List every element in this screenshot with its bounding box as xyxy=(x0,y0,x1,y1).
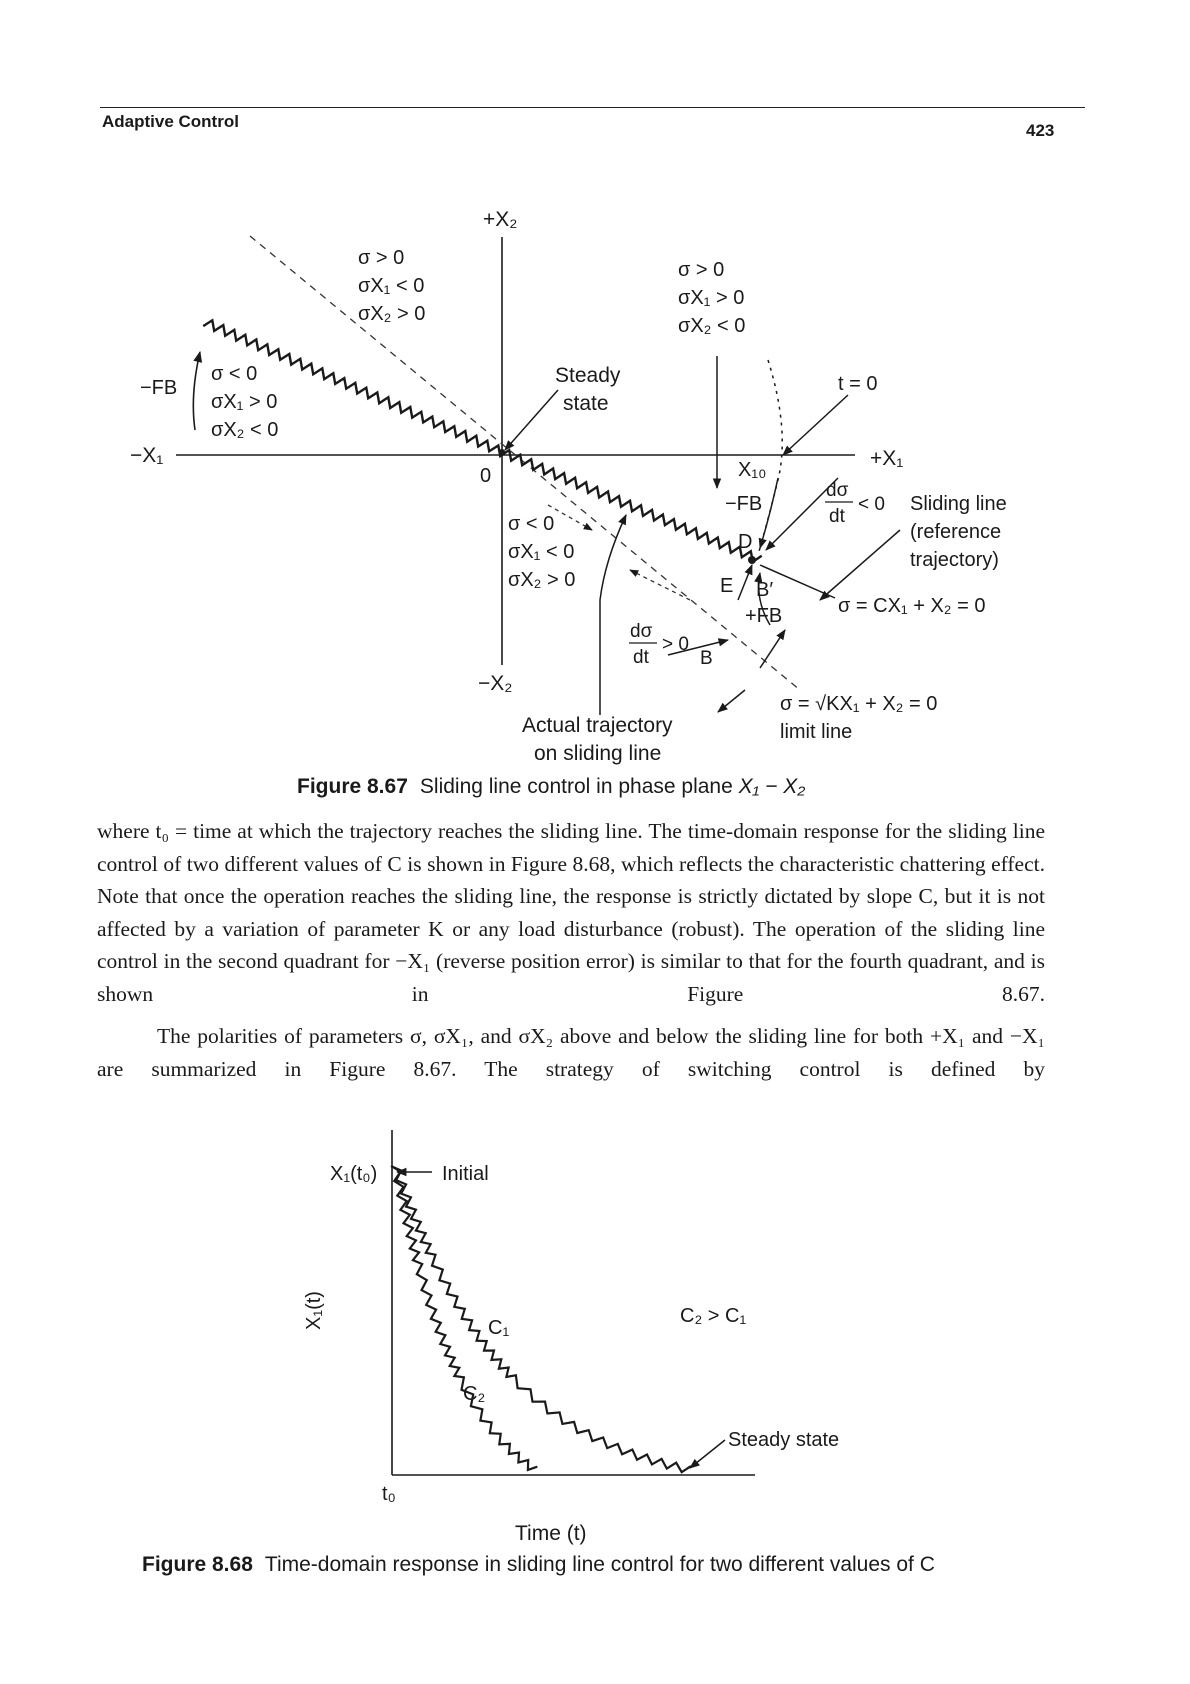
phase-plane-figure xyxy=(130,208,1007,765)
q4-bottom-3: σX₂ > 0 xyxy=(508,569,576,591)
figure-867-number: Figure 8.67 xyxy=(297,775,408,798)
q2-top-3: σX₂ > 0 xyxy=(358,303,426,325)
q4-arrow xyxy=(548,505,592,530)
figure-868-caption xyxy=(142,1553,935,1577)
c1-label: C₁ xyxy=(488,1317,510,1339)
actual-trajectory-pointer xyxy=(600,515,626,715)
dsigma-neg-rel: < 0 xyxy=(858,494,885,515)
point-d-marker xyxy=(748,556,756,564)
axis-neg-x2: −X₂ xyxy=(478,672,513,695)
c1-curve xyxy=(391,1166,691,1472)
steady-state-line1: Steady xyxy=(555,364,621,387)
x-axis-label: Time (t) xyxy=(515,1522,587,1545)
paragraph-1: where t₀ = time at which the trajectory reaches the sliding line. The time-domain response for the sliding line control of two different values of C is shown in Figure 8.68, which reflects the characteristic chattering effect. Note that once the operation reaches the sliding line, the response is strictly dictated by slope C, but it is not affected by a variation of parameter K or any load disturbance (robust). The operation of the sliding line control in the second quadrant for −X₁ (reverse position error) is similar to that for the fourth quadrant, and is shown in Figure 8.67. xyxy=(97,819,1045,1006)
dsigma-pos-den: dt xyxy=(633,647,649,668)
q2-bottom-2: σX₁ > 0 xyxy=(211,391,278,413)
figure-868-caption-text: Time-domain response in sliding line control for two different values of C xyxy=(264,1553,935,1576)
point-d: D xyxy=(738,531,753,553)
time-response-figure xyxy=(303,1130,839,1545)
limit-up-arrow xyxy=(760,630,785,668)
q2-bottom-3: σX₂ < 0 xyxy=(211,419,279,441)
initial-label: Initial xyxy=(442,1163,489,1185)
e-arrow xyxy=(738,565,752,600)
figure-867-caption-math: X₁ − X₂ xyxy=(738,775,806,798)
y-axis-label: X₁(t) xyxy=(303,1291,325,1330)
dsigma-pos-arrow xyxy=(630,570,690,600)
axis-pos-x1: +X₁ xyxy=(870,447,904,470)
c2-label: C₂ xyxy=(463,1383,486,1405)
dsigma-pos-rel: > 0 xyxy=(662,634,689,655)
t0-label: t₀ xyxy=(382,1483,396,1505)
c2-curve xyxy=(391,1166,537,1470)
body-text xyxy=(97,815,1045,1085)
sliding-line-3: trajectory) xyxy=(910,549,999,571)
initial-trajectory xyxy=(758,360,782,555)
q1-top-3: σX₂ < 0 xyxy=(678,315,746,337)
fb-plus-label: +FB xyxy=(745,605,783,627)
fb-left-label: −FB xyxy=(140,377,178,399)
limit-line-label: limit line xyxy=(780,721,853,743)
q2-bottom-1: σ < 0 xyxy=(211,363,258,385)
steady-state-arrow xyxy=(690,1440,725,1468)
x0-label: X₁(t₀) xyxy=(330,1163,378,1185)
steady-state-line2: state xyxy=(563,392,609,415)
figure-868-number: Figure 8.68 xyxy=(142,1553,253,1576)
fb-right-label: −FB xyxy=(725,493,763,515)
page-number: 423 xyxy=(1026,121,1055,140)
sliding-line-zigzag xyxy=(203,320,762,562)
running-header: Adaptive Control xyxy=(102,112,239,131)
figure-867-caption xyxy=(297,775,805,799)
paragraph-2: The polarities of parameters σ, σX₁, and σX₂ above and below the sliding line for both +X₁ and −X₁ are summarized in Figure 8.67. The strategy of switching control is defined by xyxy=(97,1024,1045,1081)
dsigma-pos-num: dσ xyxy=(630,621,653,642)
dsigma-neg-den: dt xyxy=(829,506,845,527)
fb-left-arrow xyxy=(193,352,200,430)
point-e: E xyxy=(720,575,734,597)
dsigma-neg-num: dσ xyxy=(826,480,849,501)
sigma-eq-label: σ = CX₁ + X₂ = 0 xyxy=(838,595,986,617)
t0-pointer xyxy=(783,395,848,455)
axis-neg-x1: −X₁ xyxy=(130,444,164,467)
steady-state-label: Steady state xyxy=(728,1429,840,1451)
sliding-line-pointer xyxy=(820,530,900,600)
q4-bottom-1: σ < 0 xyxy=(508,513,555,535)
q1-top-2: σX₁ > 0 xyxy=(678,287,745,309)
q2-top-1: σ > 0 xyxy=(358,247,405,269)
limit-down-arrow xyxy=(718,690,745,712)
point-bprime: B′ xyxy=(756,579,774,601)
point-b: B xyxy=(700,648,713,669)
relation-label: C₂ > C₁ xyxy=(680,1305,747,1327)
x10-label: X₁₀ xyxy=(738,459,767,481)
q1-top-1: σ > 0 xyxy=(678,259,725,281)
q4-bottom-2: σX₁ < 0 xyxy=(508,541,575,563)
actual-trajectory-1: Actual trajectory xyxy=(522,714,673,737)
sliding-line-1: Sliding line xyxy=(910,493,1007,515)
axis-pos-x2: +X₂ xyxy=(483,208,518,231)
figure-867-caption-text: Sliding line control in phase plane xyxy=(419,775,733,798)
actual-trajectory-2: on sliding line xyxy=(534,742,662,765)
fb-right-arrow xyxy=(760,478,778,548)
origin-marker xyxy=(499,449,505,455)
steady-state-pointer xyxy=(505,390,558,450)
q2-top-2: σX₁ < 0 xyxy=(358,275,425,297)
sliding-line-2: (reference xyxy=(910,521,1002,543)
origin-label: 0 xyxy=(480,465,492,487)
t0-label: t = 0 xyxy=(838,373,878,395)
limit-eq-label: σ = √KX₁ + X₂ = 0 xyxy=(780,693,938,715)
